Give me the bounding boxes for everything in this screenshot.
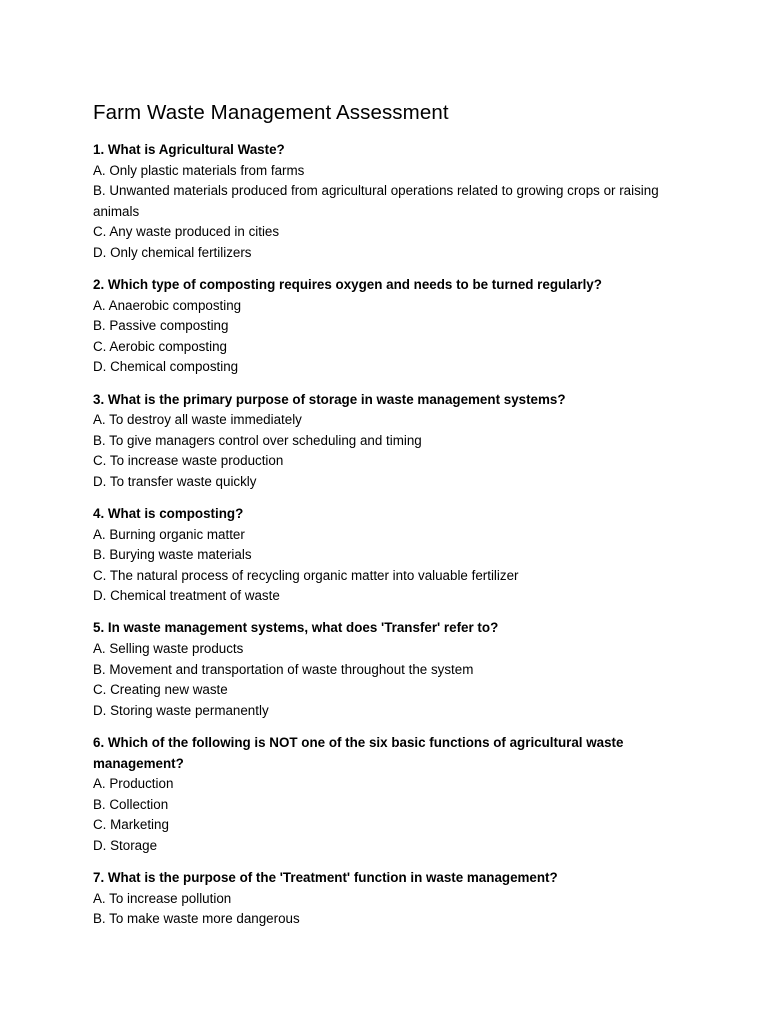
question-text: 1. What is Agricultural Waste?: [93, 142, 285, 157]
question-text: 3. What is the primary purpose of storage in waste management systems?: [93, 391, 566, 407]
question-text: 4. What is composting?: [93, 506, 244, 521]
answer-option: D. Chemical composting: [93, 359, 239, 375]
document-title: Farm Waste Management Assessment: [93, 101, 449, 124]
answer-option: B. To give managers control over scheduling and timing: [93, 432, 422, 448]
answer-option: D. Storage: [93, 837, 158, 853]
answer-option: B. Unwanted materials produced from agricultural operations related to growing crops or raising animals: [93, 183, 659, 219]
answer-option: A. To increase pollution: [93, 890, 232, 906]
answer-option: D. Only chemical fertilizers: [93, 244, 252, 260]
question-text: 2. Which type of composting requires oxygen and needs to be turned regularly?: [93, 277, 602, 293]
answer-option: A. To destroy all waste immediately: [93, 412, 302, 428]
answer-option: C. Any waste produced in cities: [93, 224, 280, 240]
answer-option: C. The natural process of recycling organic matter into valuable fertilizer: [93, 567, 519, 583]
answer-option: C. Marketing: [93, 817, 169, 833]
answer-option: B. Burying waste materials: [93, 547, 252, 563]
question-5: [93, 618, 683, 721]
document-page: [93, 100, 683, 941]
answer-option: C. To increase waste production: [93, 453, 284, 469]
question-text: 7. What is the purpose of the 'Treatment' function in waste management?: [93, 870, 558, 885]
answer-option: B. Movement and transportation of waste throughout the system: [93, 661, 474, 677]
answer-option: A. Selling waste products: [93, 641, 244, 657]
answer-option: B. Passive composting: [93, 318, 229, 334]
question-4: [93, 504, 683, 607]
question-7: [93, 868, 683, 930]
answer-option: A. Anaerobic composting: [93, 297, 242, 313]
question-3: [93, 390, 683, 493]
question-6: [93, 733, 683, 857]
answer-option: A. Production: [93, 776, 174, 792]
answer-option: C. Aerobic composting: [93, 338, 227, 354]
answer-option: B. To make waste more dangerous: [93, 911, 300, 927]
answer-option: A. Only plastic materials from farms: [93, 162, 305, 178]
question-text: 6. Which of the following is NOT one of the six basic functions of agricultural waste management?: [93, 734, 624, 771]
answer-option: C. Creating new waste: [93, 682, 228, 698]
question-1: [93, 140, 683, 264]
answer-option: B. Collection: [93, 796, 169, 812]
answer-option: D. Storing waste permanently: [93, 702, 269, 718]
question-text: 5. In waste management systems, what does 'Transfer' refer to?: [93, 620, 499, 636]
question-2: [93, 275, 683, 378]
answer-option: D. Chemical treatment of waste: [93, 588, 280, 604]
answer-option: A. Burning organic matter: [93, 526, 245, 542]
answer-option: D. To transfer waste quickly: [93, 473, 257, 489]
